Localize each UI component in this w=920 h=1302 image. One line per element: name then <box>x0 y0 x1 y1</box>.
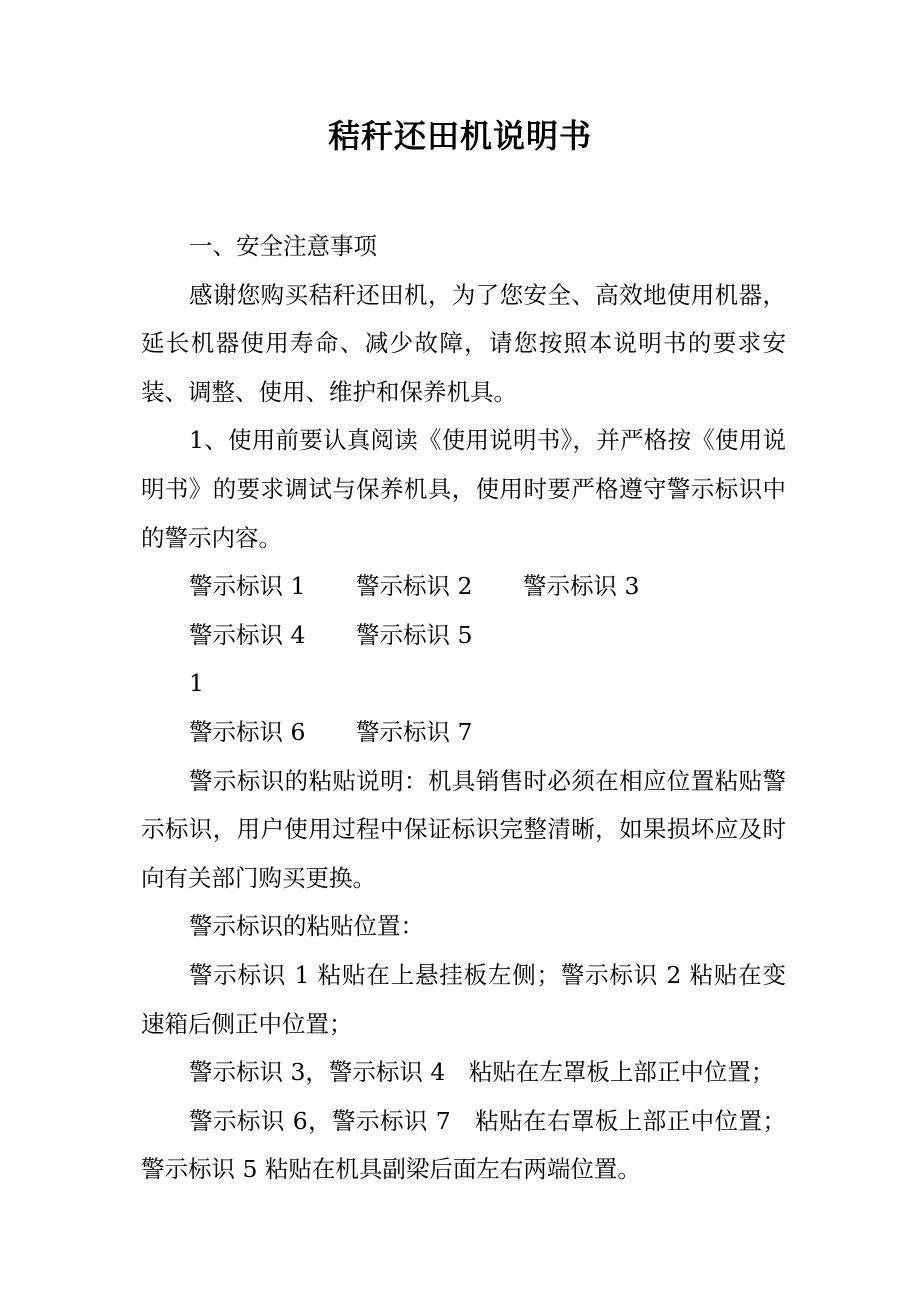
warning-sign-row-3 <box>141 708 786 757</box>
section-heading: 一、安全注意事项 <box>189 232 377 260</box>
warning-sign-row-2 <box>141 611 786 660</box>
intro-paragraph: 感谢您购买秸秆还田机，为了您安全、高效地使用机器，延长机器使用寿命、减少故障，请您按照本说明书的要求安装、调整、使用、维护和保养机具。 <box>141 280 786 406</box>
sticking-position-heading: 警示标识的粘贴位置： <box>189 912 424 941</box>
page-marker: 1 <box>189 669 204 698</box>
position-paragraph-1: 警示标识 1 粘贴在上悬挂板左侧；警示标识 2 粘贴在变速箱后侧正中位置； <box>141 960 786 1038</box>
warning-sign-label: 警示标识 6 <box>189 717 306 746</box>
warning-sign-label: 警示标识 4 <box>189 620 306 649</box>
warning-sign-label: 警示标识 1 <box>189 572 306 601</box>
position-paragraph-2: 警示标识 3，警示标识 4 粘贴在左罩板上部正中位置； <box>189 1058 775 1087</box>
warning-sign-label: 警示标识 7 <box>356 717 473 746</box>
warning-sign-label: 警示标识 2 <box>356 572 473 601</box>
warning-sign-label: 警示标识 5 <box>356 620 473 649</box>
warning-sign-row-1 <box>141 562 786 611</box>
warning-sign-label: 警示标识 3 <box>523 572 640 601</box>
document-title: 秸秆还田机说明书 <box>327 117 592 155</box>
item-1-paragraph: 1、使用前要认真阅读《使用说明书》，并严格按《使用说明书》的要求调试与保养机具，使用时要严格遵守警示标识中的警示内容。 <box>141 426 786 552</box>
document-body <box>141 222 786 1194</box>
position-paragraph-3: 警示标识 6，警示标识 7 粘贴在右罩板上部正中位置；警示标识 5 粘贴在机具副梁后面左右两端位置。 <box>141 1106 786 1184</box>
sticking-note-paragraph: 警示标识的粘贴说明：机具销售时必须在相应位置粘贴警示标识，用户使用过程中保证标识完整清晰，如果损坏应及时向有关部门购买更换。 <box>141 766 786 892</box>
